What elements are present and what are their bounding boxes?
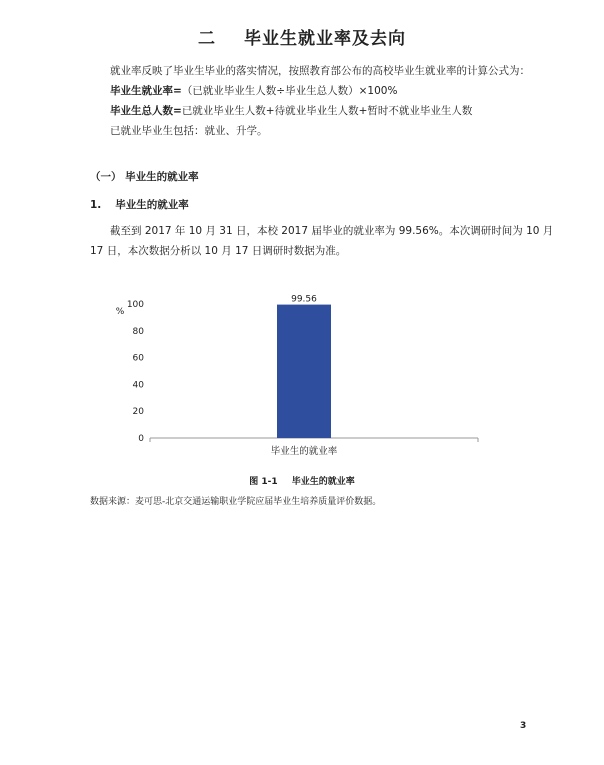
employed-definition: 已就业毕业生包括：就业、升学。	[110, 125, 268, 137]
page-number: 3	[520, 721, 527, 731]
y-tick-label: 0	[138, 434, 144, 444]
formula-total-graduates	[110, 104, 472, 118]
formula-body: 已就业毕业生人数+待就业毕业生人数+暂时不就业毕业生人数	[181, 105, 473, 117]
subsection-number: 1.	[90, 199, 102, 211]
chart-svg	[110, 290, 490, 457]
body-paragraph-line: 截至到 2017 年 10 月 31 日，本校 2017 届毕业的就业率为 99.56%。本次调研时间为 10 月	[110, 225, 554, 237]
figure-number: 图 1-1	[249, 477, 278, 487]
x-category-label: 毕业生的就业率	[270, 446, 338, 457]
y-tick-label: 20	[132, 407, 144, 418]
subsection-heading	[90, 198, 189, 212]
bar	[277, 305, 331, 438]
body-paragraph-line: 17 日，本次数据分析以 10 月 17 日调研时数据为准。	[90, 245, 347, 257]
chapter-number: 二	[198, 29, 216, 49]
subsection-title: 毕业生的就业率	[115, 199, 189, 211]
figure-caption	[0, 474, 604, 487]
formula-body: （已就业毕业生人数÷毕业生总人数）×100%	[181, 85, 398, 97]
intro-line: 就业率反映了毕业生毕业的落实情况，按照教育部公布的高校毕业生就业率的计算公式为：	[110, 65, 530, 77]
y-axis-unit-label: %	[115, 307, 125, 317]
employment-rate-chart	[110, 290, 490, 457]
y-tick-label: 60	[132, 353, 144, 364]
formula-label: 毕业生总人数=	[110, 105, 182, 117]
chapter-title-text: 毕业生就业率及去向	[244, 29, 406, 49]
y-tick-label: 100	[126, 300, 144, 310]
formula-employment-rate	[110, 84, 397, 98]
section-heading: （一） 毕业生的就业率	[90, 171, 199, 183]
formula-label: 毕业生就业率=	[110, 85, 182, 97]
bar-data-label: 99.56	[291, 294, 317, 305]
y-tick-label: 40	[132, 380, 144, 391]
data-source: 数据来源：麦可思-北京交通运输职业学院应届毕业生培养质量评价数据。	[90, 497, 382, 507]
y-tick-label: 80	[132, 326, 144, 337]
chapter-title	[0, 24, 604, 49]
figure-title: 毕业生的就业率	[291, 477, 355, 487]
